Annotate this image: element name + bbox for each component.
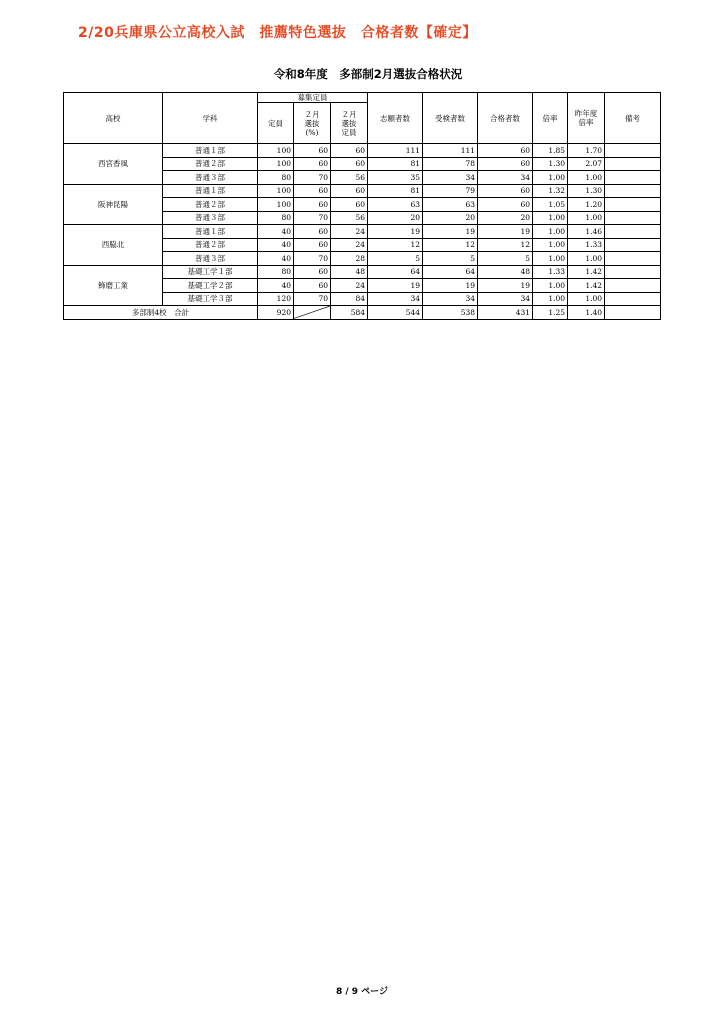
school-name-cell: 阪神昆陽: [64, 184, 163, 225]
table-row: [64, 265, 661, 279]
course-cell: 普通３部: [163, 252, 258, 266]
ratio-cell: 1.30: [533, 157, 568, 171]
column-header-passers: 合格者数: [478, 93, 533, 144]
ratio-cell: 1.00: [533, 171, 568, 185]
column-header-feb-pct: ２月 選抜 (%): [294, 103, 331, 144]
ratio-cell: 1.00: [533, 211, 568, 225]
applicants-cell: 20: [368, 211, 423, 225]
remarks-cell: [605, 265, 661, 279]
course-cell: 普通１部: [163, 144, 258, 158]
examinees-cell: 12: [423, 238, 478, 252]
applicants-cell: 34: [368, 292, 423, 306]
total-feb-capacity-cell: 584: [331, 306, 368, 320]
passers-cell: 34: [478, 171, 533, 185]
examinees-cell: 111: [423, 144, 478, 158]
column-header-prev-ratio: 昨年度 倍率: [568, 93, 605, 144]
feb-capacity-cell: 60: [331, 144, 368, 158]
feb-pct-cell: 60: [294, 265, 331, 279]
feb-capacity-cell: 84: [331, 292, 368, 306]
passers-cell: 60: [478, 144, 533, 158]
capacity-cell: 40: [258, 252, 294, 266]
feb-capacity-cell: 24: [331, 225, 368, 239]
feb-pct-cell: 60: [294, 144, 331, 158]
examinees-cell: 19: [423, 279, 478, 293]
course-cell: 普通２部: [163, 238, 258, 252]
applicants-cell: 111: [368, 144, 423, 158]
column-header-recruit-group: 募集定員: [258, 93, 368, 103]
total-applicants-cell: 544: [368, 306, 423, 320]
prev-ratio-cell: 1.42: [568, 279, 605, 293]
table-row: [64, 184, 661, 198]
remarks-cell: [605, 292, 661, 306]
examinees-cell: 64: [423, 265, 478, 279]
applicants-cell: 5: [368, 252, 423, 266]
passers-cell: 48: [478, 265, 533, 279]
feb-pct-cell: 60: [294, 198, 331, 212]
total-label-cell: 多部制4校 合計: [64, 306, 258, 320]
capacity-cell: 100: [258, 198, 294, 212]
column-header-feb-capacity: ２月 選抜 定員: [331, 103, 368, 144]
applicants-cell: 35: [368, 171, 423, 185]
passers-cell: 5: [478, 252, 533, 266]
prev-ratio-cell: 1.33: [568, 238, 605, 252]
course-cell: 普通２部: [163, 157, 258, 171]
examinees-cell: 63: [423, 198, 478, 212]
capacity-cell: 100: [258, 144, 294, 158]
applicants-cell: 81: [368, 157, 423, 171]
remarks-cell: [605, 211, 661, 225]
column-header-course: 学科: [163, 93, 258, 144]
examinees-cell: 19: [423, 225, 478, 239]
table-row: [64, 225, 661, 239]
remarks-cell: [605, 184, 661, 198]
feb-capacity-cell: 48: [331, 265, 368, 279]
applicants-cell: 12: [368, 238, 423, 252]
ratio-cell: 1.00: [533, 252, 568, 266]
prev-ratio-cell: 1.46: [568, 225, 605, 239]
remarks-cell: [605, 157, 661, 171]
examinees-cell: 5: [423, 252, 478, 266]
course-cell: 普通１部: [163, 225, 258, 239]
ratio-cell: 1.05: [533, 198, 568, 212]
feb-pct-cell: 60: [294, 279, 331, 293]
remarks-cell: [605, 198, 661, 212]
applicants-cell: 19: [368, 225, 423, 239]
column-header-applicants: 志願者数: [368, 93, 423, 144]
remarks-cell: [605, 238, 661, 252]
feb-pct-cell: 60: [294, 184, 331, 198]
examinees-cell: 34: [423, 292, 478, 306]
remarks-cell: [605, 144, 661, 158]
passers-cell: 60: [478, 157, 533, 171]
prev-ratio-cell: 1.00: [568, 211, 605, 225]
prev-ratio-cell: 1.42: [568, 265, 605, 279]
document-header: 2/20兵庫県公立高校入試 推薦特色選抜 合格者数【確定】: [78, 25, 477, 41]
page-number: 8 / 9 ページ: [335, 987, 389, 997]
course-cell: 基礎工学１部: [163, 265, 258, 279]
feb-pct-cell: 70: [294, 171, 331, 185]
total-passers-cell: 431: [478, 306, 533, 320]
remarks-cell: [605, 252, 661, 266]
capacity-cell: 80: [258, 211, 294, 225]
school-group: [64, 225, 661, 266]
prev-ratio-cell: 1.30: [568, 184, 605, 198]
passers-cell: 60: [478, 198, 533, 212]
feb-capacity-cell: 56: [331, 211, 368, 225]
school-group: [64, 184, 661, 225]
total-ratio-cell: 1.25: [533, 306, 568, 320]
feb-pct-cell: 60: [294, 225, 331, 239]
ratio-cell: 1.33: [533, 265, 568, 279]
capacity-cell: 40: [258, 238, 294, 252]
diagonal-slash-cell: [294, 306, 331, 320]
total-capacity-cell: 920: [258, 306, 294, 320]
feb-pct-cell: 60: [294, 157, 331, 171]
examinees-cell: 34: [423, 171, 478, 185]
table-title: 令和8年度 多部制2月選抜合格状況: [273, 67, 463, 81]
remarks-cell: [605, 225, 661, 239]
capacity-cell: 40: [258, 225, 294, 239]
applicants-cell: 63: [368, 198, 423, 212]
feb-pct-cell: 70: [294, 211, 331, 225]
course-cell: 普通３部: [163, 171, 258, 185]
passers-cell: 60: [478, 184, 533, 198]
feb-pct-cell: 60: [294, 238, 331, 252]
examinees-cell: 78: [423, 157, 478, 171]
school-name-cell: 西脇北: [64, 225, 163, 266]
prev-ratio-cell: 1.70: [568, 144, 605, 158]
feb-capacity-cell: 56: [331, 171, 368, 185]
course-cell: 基礎工学３部: [163, 292, 258, 306]
applicants-cell: 81: [368, 184, 423, 198]
passers-cell: 34: [478, 292, 533, 306]
prev-ratio-cell: 1.00: [568, 292, 605, 306]
column-header-capacity: 定員: [258, 103, 294, 144]
ratio-cell: 1.32: [533, 184, 568, 198]
course-cell: 普通３部: [163, 211, 258, 225]
ratio-cell: 1.00: [533, 225, 568, 239]
remarks-cell: [605, 171, 661, 185]
table-header: [64, 93, 661, 144]
prev-ratio-cell: 2.07: [568, 157, 605, 171]
capacity-cell: 40: [258, 279, 294, 293]
feb-capacity-cell: 60: [331, 157, 368, 171]
capacity-cell: 100: [258, 157, 294, 171]
capacity-cell: 80: [258, 265, 294, 279]
school-name-cell: 西宮香風: [64, 144, 163, 185]
passers-cell: 20: [478, 211, 533, 225]
applicants-cell: 64: [368, 265, 423, 279]
feb-pct-cell: 70: [294, 292, 331, 306]
examinees-cell: 79: [423, 184, 478, 198]
course-cell: 普通２部: [163, 198, 258, 212]
passers-cell: 19: [478, 225, 533, 239]
ratio-cell: 1.85: [533, 144, 568, 158]
remarks-cell: [605, 279, 661, 293]
prev-ratio-cell: 1.20: [568, 198, 605, 212]
column-header-school: 高校: [64, 93, 163, 144]
capacity-cell: 80: [258, 171, 294, 185]
total-examinees-cell: 538: [423, 306, 478, 320]
passers-cell: 19: [478, 279, 533, 293]
ratio-cell: 1.00: [533, 292, 568, 306]
school-group: [64, 144, 661, 185]
capacity-cell: 120: [258, 292, 294, 306]
column-header-examinees: 受検者数: [423, 93, 478, 144]
prev-ratio-cell: 1.00: [568, 171, 605, 185]
course-cell: 普通１部: [163, 184, 258, 198]
feb-capacity-cell: 24: [331, 238, 368, 252]
total-remarks-cell: [605, 306, 661, 320]
feb-pct-cell: 70: [294, 252, 331, 266]
capacity-cell: 100: [258, 184, 294, 198]
examinees-cell: 20: [423, 211, 478, 225]
feb-capacity-cell: 28: [331, 252, 368, 266]
results-table: [63, 92, 661, 320]
course-cell: 基礎工学２部: [163, 279, 258, 293]
feb-capacity-cell: 24: [331, 279, 368, 293]
ratio-cell: 1.00: [533, 238, 568, 252]
ratio-cell: 1.00: [533, 279, 568, 293]
column-header-remarks: 備考: [605, 93, 661, 144]
total-prev-ratio-cell: 1.40: [568, 306, 605, 320]
school-name-cell: 飾磨工業: [64, 265, 163, 306]
applicants-cell: 19: [368, 279, 423, 293]
feb-capacity-cell: 60: [331, 198, 368, 212]
total-row: [64, 306, 661, 320]
prev-ratio-cell: 1.00: [568, 252, 605, 266]
table-row: [64, 144, 661, 158]
passers-cell: 12: [478, 238, 533, 252]
column-header-ratio: 倍率: [533, 93, 568, 144]
school-group: [64, 265, 661, 306]
feb-capacity-cell: 60: [331, 184, 368, 198]
